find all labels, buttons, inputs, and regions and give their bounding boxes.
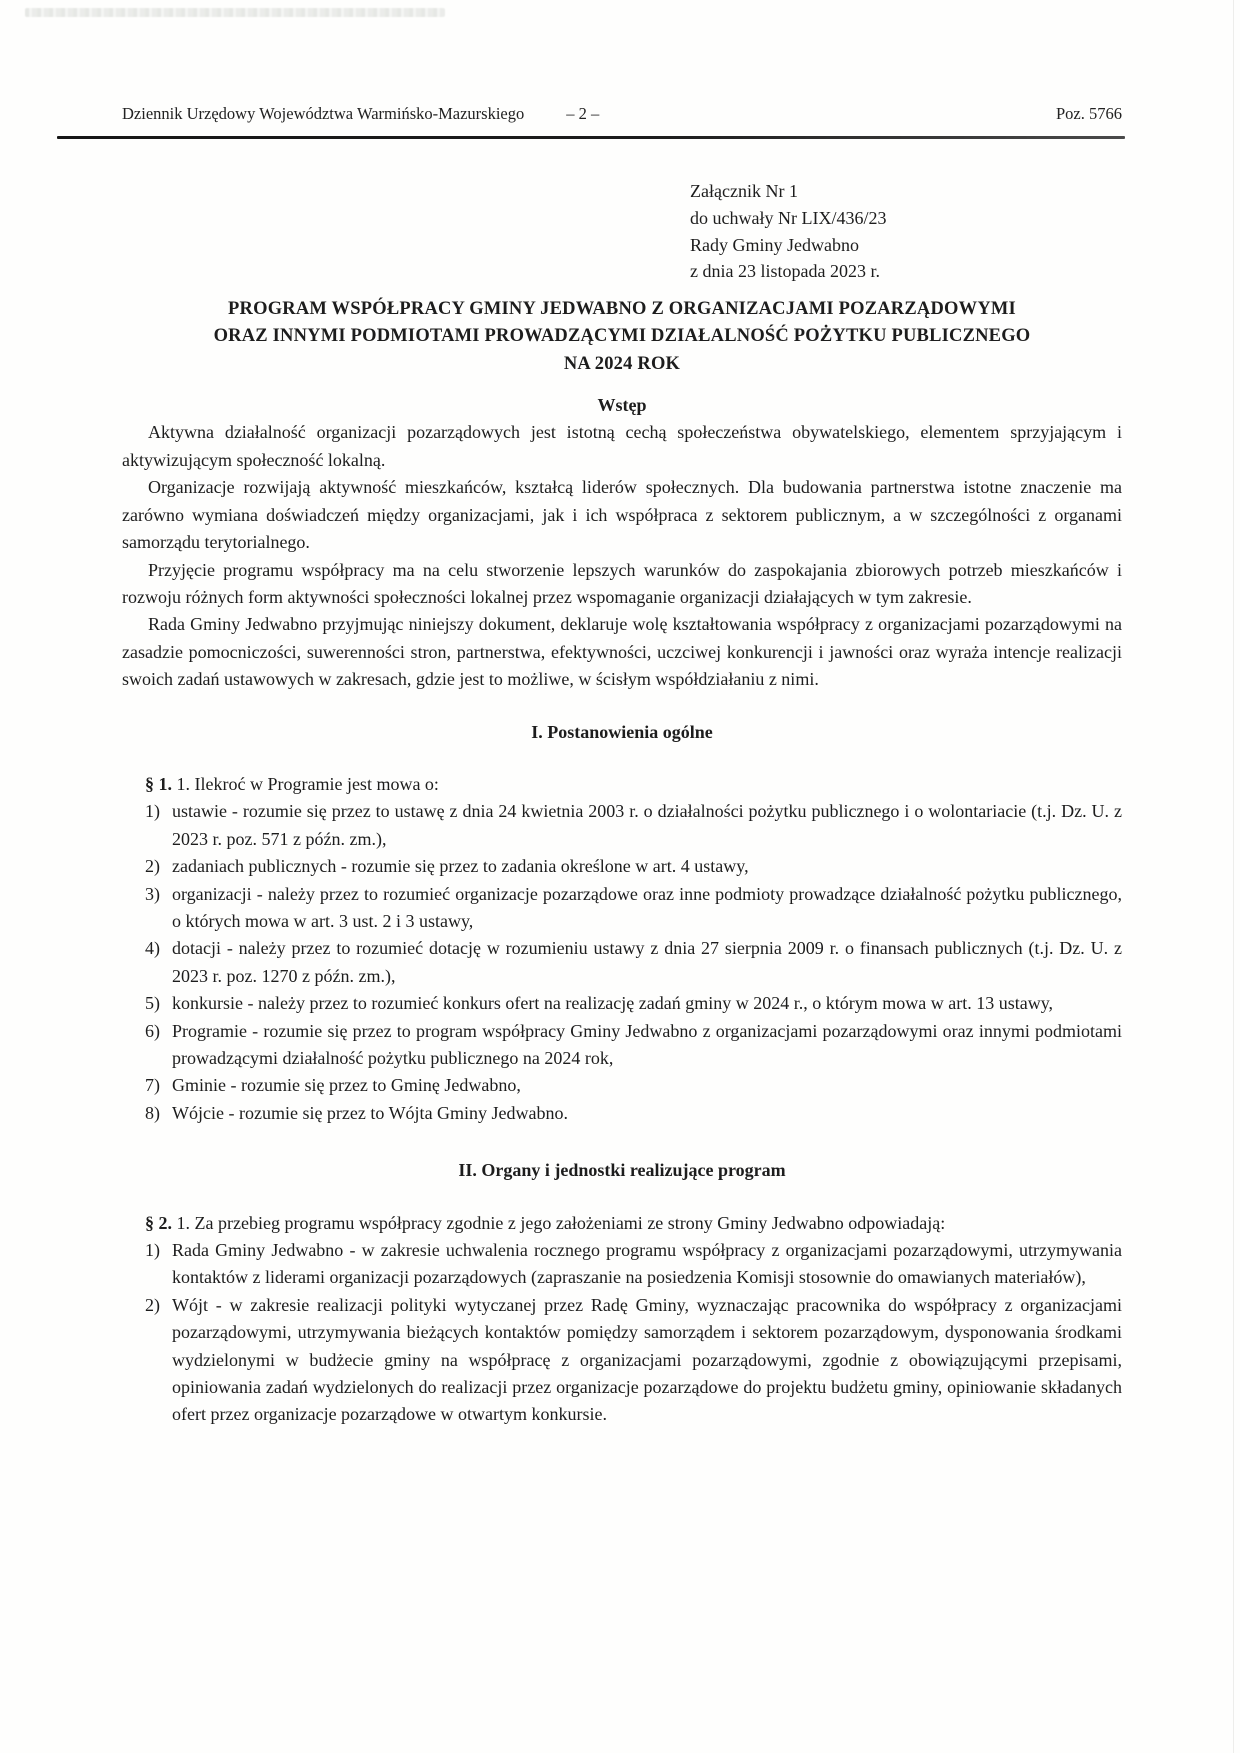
item-number: 5) <box>145 993 160 1014</box>
intro-paragraph-4: Rada Gminy Jedwabno przyjmując niniejszy dokument, deklaruje wolę kształtowania współpracy z organizacjami pozarządowymi na zasadzie pomocniczości, suwerenności stron, partnerstwa, efektywności, uczciwej konkurencji i jawności oraz wyraża intencje realizacji swoich zadań ustawowych w zakresach, gdzie jest to możliwe, w ścisłym współdziałaniu z nimi. <box>122 614 1122 690</box>
item-number: 7) <box>145 1075 160 1096</box>
paragraph-sign: § 1. <box>145 773 172 794</box>
item-text: Programie - rozumie się przez to program współpracy Gminy Jedwabno z organizacjami pozarządowymi oraz innymi podmiotami prowadzącymi działalność pożytku publicznego na 2024 rok, <box>172 1020 1122 1069</box>
section-2-lead-text: 1. Za przebieg programu współpracy zgodnie z jego założeniami ze strony Gminy Jedwabno odpowiadają: <box>172 1212 946 1233</box>
item-text: Wójcie - rozumie się przez to Wójta Gminy Jedwabno. <box>172 1102 569 1123</box>
list-item <box>122 881 1122 936</box>
document-title-line: ORAZ INNYMI PODMIOTAMI PROWADZĄCYMI DZIAŁALNOŚĆ POŻYTKU PUBLICZNEGO <box>213 326 1031 347</box>
item-text: Gminie - rozumie się przez to Gminę Jedwabno, <box>172 1075 521 1096</box>
item-number: 2) <box>145 1294 160 1315</box>
header-rule <box>57 136 1125 139</box>
intro-paragraph-1: Aktywna działalność organizacji pozarządowych jest istotną cechą społeczeństwa obywatelskiego, elementem sprzyjającym i aktywizującym społeczność lokalną. <box>122 422 1122 470</box>
section-2-heading: II. Organy i jednostki realizujące program <box>458 1160 786 1181</box>
item-number: 1) <box>145 1240 160 1261</box>
list-item <box>122 1100 1122 1127</box>
item-text: Wójt - w zakresie realizacji polityki wytyczanej przez Radę Gminy, wyznaczając pracownika do współpracy z organizacjami pozarządowymi, utrzymywania bieżących kontaktów pomiędzy samorządem i sektorem pozarządowym, dysponowania środkami wydzielonymi w budżecie gminy na współpracę z organizacjami pozarządowymi, zgodnie z obowiązującymi przepisami, opiniowania zadań wydzielonych do realizacji przez organizacje pozarządowe do projektu budżetu gminy, opiniowanie składanych ofert przez organizacje pozarządowe w otwartym konkursie. <box>172 1294 1122 1425</box>
page-number: – 2 – <box>566 104 600 123</box>
paragraph-sign: § 2. <box>145 1212 172 1233</box>
attachment-block <box>690 178 1122 285</box>
position-number: Poz. 5766 <box>1056 104 1122 123</box>
running-header <box>122 104 1122 124</box>
list-item <box>122 1072 1122 1099</box>
scan-artifact <box>25 8 445 17</box>
document-title-line: PROGRAM WSPÓŁPRACY GMINY JEDWABNO Z ORGANIZACJAMI POZARZĄDOWYMI <box>228 299 1016 320</box>
section-1-heading: I. Postanowienia ogólne <box>531 721 713 742</box>
item-text: ustawie - rozumie się przez to ustawę z dnia 24 kwietnia 2003 r. o działalności pożytku publicznego i o wolontariacie (t.j. Dz. U. z 2023 r. poz. 571 z późn. zm.), <box>172 801 1122 849</box>
list-item <box>122 1237 1122 1292</box>
intro-heading: Wstęp <box>597 395 647 416</box>
list-item <box>122 798 1122 853</box>
item-text: konkursie - należy przez to rozumieć konkurs ofert na realizację zadań gminy w 2024 r., o którym mowa w art. 13 ustawy, <box>172 993 1054 1014</box>
item-text: dotacji - należy przez to rozumieć dotację w rozumieniu ustawy z dnia 27 sierpnia 2009 r. o finansach publicznych (t.j. Dz. U. z 2023 r. poz. 1270 z późn. zm.), <box>172 938 1122 986</box>
attachment-line: Rady Gminy Jedwabno <box>690 234 859 255</box>
item-number: 3) <box>145 883 160 904</box>
document-title-line: NA 2024 ROK <box>563 353 681 374</box>
document-title <box>122 296 1122 378</box>
list-item <box>122 935 1122 990</box>
attachment-line: z dnia 23 listopada 2023 r. <box>690 261 880 282</box>
item-text: zadaniach publicznych - rozumie się przez to zadania określone w art. 4 ustawy, <box>172 856 749 877</box>
item-number: 4) <box>145 938 160 959</box>
journal-title: Dziennik Urzędowy Województwa Warmińsko-Mazurskiego <box>122 104 525 123</box>
intro-paragraph-2: Organizacje rozwijają aktywność mieszkańców, kształcą liderów społecznych. Dla budowania partnerstwa istotne znaczenie ma zarówno wymiana doświadczeń między organizacjami, jak i ich współpraca z sektorem publicznym, a w szczególności z organami samorządu terytorialnego. <box>122 477 1122 553</box>
section-1-list <box>122 798 1122 1127</box>
scan-edge-line <box>1233 0 1234 1753</box>
item-number: 8) <box>145 1102 160 1123</box>
list-item <box>122 853 1122 880</box>
item-number: 1) <box>145 801 160 822</box>
section-2-list <box>122 1237 1122 1429</box>
section-1-lead <box>122 771 1122 798</box>
attachment-line: Załącznik Nr 1 <box>690 181 798 201</box>
section-1-lead-text: 1. Ilekroć w Programie jest mowa o: <box>172 773 439 794</box>
item-text: Rada Gminy Jedwabno - w zakresie uchwalenia rocznego programu współpracy z organizacjami pozarządowymi, utrzymywania kontaktów z liderami organizacji pozarządowych (zapraszanie na posiedzenia Komisji stosownie do omawianych materiałów), <box>172 1240 1122 1288</box>
document-body <box>122 178 1122 1429</box>
intro-paragraph-3: Przyjęcie programu współpracy ma na celu stworzenie lepszych warunków do zaspokajania zbiorowych potrzeb mieszkańców i rozwoju różnych form aktywności społeczności lokalnej przez wspomaganie organizacji działających w tym zakresie. <box>122 559 1122 607</box>
item-number: 2) <box>145 856 160 877</box>
item-text: organizacji - należy przez to rozumieć organizacje pozarządowe oraz inne podmioty prowadzące działalność pożytku publicznego, o których mowa w art. 3 ust. 2 i 3 ustawy, <box>172 883 1122 931</box>
item-number: 6) <box>145 1020 160 1041</box>
list-item <box>122 990 1122 1017</box>
list-item <box>122 1292 1122 1429</box>
list-item <box>122 1018 1122 1073</box>
section-2-lead <box>122 1210 1122 1237</box>
attachment-line: do uchwały Nr LIX/436/23 <box>690 207 887 228</box>
